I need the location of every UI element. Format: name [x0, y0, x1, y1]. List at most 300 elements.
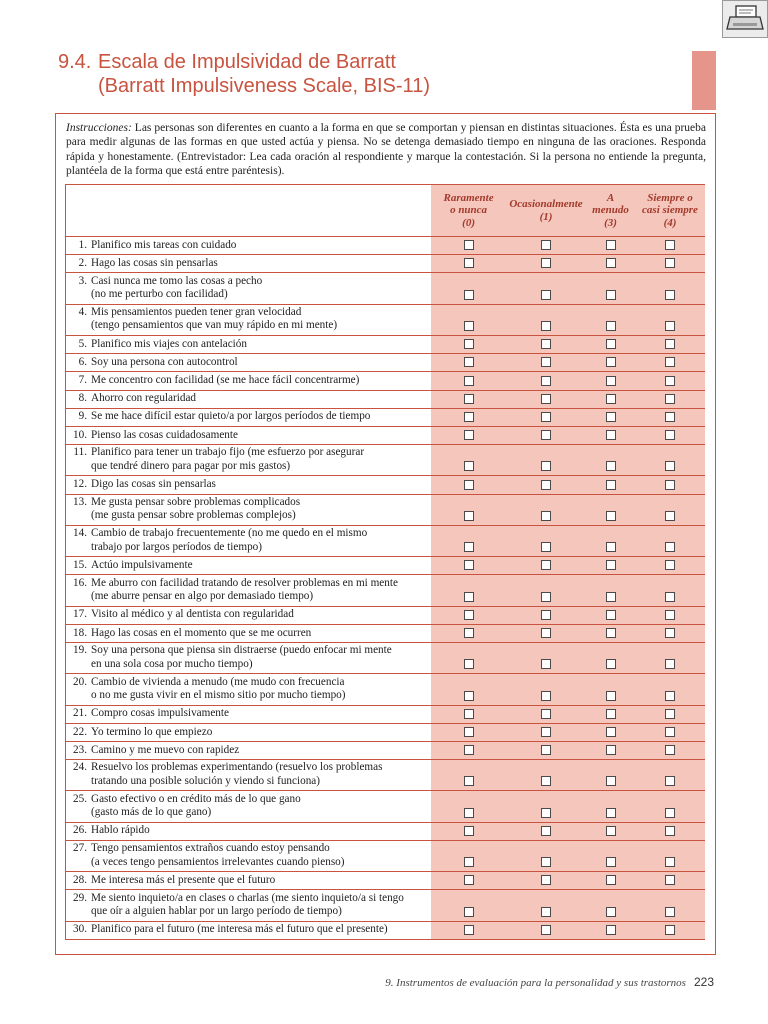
- item-line-2: (me aburre pensar en algo por demasiado tiempo): [91, 590, 314, 603]
- answer-checkbox[interactable]: [541, 857, 551, 867]
- option-cell: [635, 335, 705, 353]
- answer-checkbox[interactable]: [464, 925, 474, 935]
- answer-checkbox[interactable]: [464, 659, 474, 669]
- item-line-1: Gasto efectivo o en crédito más de lo que gano: [91, 792, 301, 805]
- item-text: [66, 643, 432, 674]
- answer-checkbox[interactable]: [541, 511, 551, 521]
- option-cell: [586, 742, 635, 760]
- table-row: [66, 606, 706, 624]
- answer-checkbox[interactable]: [606, 461, 616, 471]
- answer-checkbox[interactable]: [606, 560, 616, 570]
- item-line-1: Planifico para tener un trabajo fijo (me esfuerzo por asegurar: [91, 446, 365, 459]
- answer-checkbox[interactable]: [606, 394, 616, 404]
- answer-checkbox[interactable]: [464, 875, 474, 885]
- option-cell: [635, 426, 705, 444]
- option-cell: [506, 273, 586, 304]
- answer-checkbox[interactable]: [541, 394, 551, 404]
- item-text: [66, 408, 432, 426]
- item-line-1: Resuelvo los problemas experimentando (resuelvo los problemas: [91, 761, 383, 774]
- answer-checkbox[interactable]: [606, 430, 616, 440]
- item-line-2: (a veces tengo pensamientos irrelevantes cuando pienso): [91, 855, 345, 868]
- item-line-1: Hago las cosas sin pensarlas: [91, 256, 218, 269]
- option-cell: [586, 643, 635, 674]
- item-number: 1.: [78, 238, 87, 251]
- item-text: [66, 255, 432, 273]
- answer-checkbox[interactable]: [665, 610, 675, 620]
- item-text: [66, 237, 432, 255]
- answer-checkbox[interactable]: [464, 709, 474, 719]
- answer-checkbox[interactable]: [541, 430, 551, 440]
- item-line-1: Actúo impulsivamente: [91, 558, 193, 571]
- option-cell: [506, 335, 586, 353]
- answer-checkbox[interactable]: [665, 542, 675, 552]
- answer-checkbox[interactable]: [606, 357, 616, 367]
- answer-checkbox[interactable]: [464, 907, 474, 917]
- option-cell: [431, 624, 506, 642]
- scale-panel: [55, 113, 716, 955]
- option-cell: [586, 557, 635, 575]
- answer-checkbox[interactable]: [606, 776, 616, 786]
- page-title: [58, 50, 678, 98]
- item-text: [66, 372, 432, 390]
- answer-checkbox[interactable]: [464, 240, 474, 250]
- option-cell: [431, 872, 506, 890]
- option-cell: [431, 273, 506, 304]
- answer-checkbox[interactable]: [606, 240, 616, 250]
- option-cell: [635, 273, 705, 304]
- print-button[interactable]: [722, 0, 768, 38]
- answer-checkbox[interactable]: [541, 925, 551, 935]
- answer-checkbox[interactable]: [606, 808, 616, 818]
- option-cell: [506, 791, 586, 822]
- column-header: [431, 185, 506, 237]
- answer-checkbox[interactable]: [464, 290, 474, 300]
- option-cell: [635, 705, 705, 723]
- answer-checkbox[interactable]: [541, 628, 551, 638]
- option-cell: [635, 760, 705, 791]
- option-cell: [506, 426, 586, 444]
- answer-checkbox[interactable]: [606, 290, 616, 300]
- option-cell: [431, 723, 506, 741]
- option-cell: [586, 408, 635, 426]
- option-cell: [431, 354, 506, 372]
- section-number: 9.4.: [58, 51, 92, 73]
- item-text: [66, 273, 432, 304]
- answer-checkbox[interactable]: [541, 776, 551, 786]
- answer-checkbox[interactable]: [464, 511, 474, 521]
- option-cell: [635, 872, 705, 890]
- item-line-2: que tendré dinero para pagar por mis gastos): [91, 459, 291, 472]
- answer-checkbox[interactable]: [541, 709, 551, 719]
- answer-checkbox[interactable]: [665, 826, 675, 836]
- option-cell: [506, 742, 586, 760]
- answer-checkbox[interactable]: [606, 826, 616, 836]
- answer-checkbox[interactable]: [606, 376, 616, 386]
- option-cell: [431, 408, 506, 426]
- answer-checkbox[interactable]: [665, 628, 675, 638]
- answer-checkbox[interactable]: [541, 727, 551, 737]
- item-number: 14.: [73, 527, 87, 540]
- option-cell: [506, 255, 586, 273]
- answer-checkbox[interactable]: [606, 610, 616, 620]
- item-number: 29.: [73, 891, 87, 904]
- item-line-1: Tengo pensamientos extraños cuando estoy pensando: [91, 842, 330, 855]
- column-header-line: (4): [663, 216, 677, 229]
- option-cell: [431, 890, 506, 921]
- answer-checkbox[interactable]: [541, 592, 551, 602]
- answer-checkbox[interactable]: [606, 709, 616, 719]
- table-row: [66, 476, 706, 494]
- answer-checkbox[interactable]: [606, 857, 616, 867]
- column-header-line: A: [606, 191, 615, 204]
- answer-checkbox[interactable]: [606, 745, 616, 755]
- table-row: [66, 304, 706, 335]
- option-cell: [586, 255, 635, 273]
- item-number: 6.: [78, 355, 87, 368]
- option-cell: [506, 840, 586, 871]
- item-line-1: Me gusta pensar sobre problemas complicados: [91, 495, 301, 508]
- option-cell: [431, 575, 506, 606]
- option-cell: [506, 557, 586, 575]
- option-cell: [635, 354, 705, 372]
- table-row: [66, 791, 706, 822]
- option-cell: [635, 575, 705, 606]
- answer-checkbox[interactable]: [665, 907, 675, 917]
- option-cell: [635, 494, 705, 525]
- column-header-line: menudo: [592, 204, 629, 217]
- answer-checkbox[interactable]: [606, 907, 616, 917]
- item-number: 20.: [73, 675, 87, 688]
- answer-checkbox[interactable]: [464, 857, 474, 867]
- answer-checkbox[interactable]: [464, 826, 474, 836]
- answer-checkbox[interactable]: [665, 290, 675, 300]
- item-number: 10.: [73, 428, 87, 441]
- item-text: [66, 624, 432, 642]
- answer-checkbox[interactable]: [464, 691, 474, 701]
- item-line-1: Casi nunca me tomo las cosas a pecho: [91, 274, 263, 287]
- answer-checkbox[interactable]: [464, 258, 474, 268]
- title-line-1: Escala de Impulsividad de Barratt: [98, 51, 396, 73]
- item-number: 12.: [73, 478, 87, 491]
- answer-checkbox[interactable]: [464, 480, 474, 490]
- answer-checkbox[interactable]: [665, 592, 675, 602]
- option-cell: [586, 372, 635, 390]
- option-cell: [586, 476, 635, 494]
- option-cell: [431, 557, 506, 575]
- answer-checkbox[interactable]: [464, 560, 474, 570]
- column-header-line: (0): [462, 216, 475, 229]
- answer-checkbox[interactable]: [541, 240, 551, 250]
- answer-checkbox[interactable]: [665, 461, 675, 471]
- option-cell: [431, 476, 506, 494]
- item-line-1: Me siento inquieto/a en clases o charlas (me siento inquieto/a si tengo: [91, 891, 404, 904]
- answer-checkbox[interactable]: [541, 412, 551, 422]
- column-header: [586, 185, 635, 237]
- option-cell: [506, 372, 586, 390]
- answer-checkbox[interactable]: [606, 628, 616, 638]
- answer-checkbox[interactable]: [665, 430, 675, 440]
- answer-checkbox[interactable]: [541, 907, 551, 917]
- page-footer: [300, 975, 714, 989]
- item-text: [66, 445, 432, 476]
- item-number: 7.: [78, 374, 87, 387]
- item-line-2: (no me perturbo con facilidad): [91, 288, 228, 301]
- option-cell: [506, 354, 586, 372]
- item-text: [66, 494, 432, 525]
- answer-checkbox[interactable]: [541, 542, 551, 552]
- instructions-text: Las personas son diferentes en cuanto a la forma en que se comportan y piensan en distintas situaciones. Ésta es una prueba para medir algunas de las formas en que usted actúa y piensa. No se detenga demasiado tiempo en ninguna de las oraciones. Responda rápida y honestamente. (Entrevistador: Lea cada oración al respondiente y marque la contestación. Si la persona no entiende la pregunta, plantéela de la forma que está entre paréntesis).: [66, 122, 706, 177]
- item-number: 2.: [78, 256, 87, 269]
- option-cell: [635, 791, 705, 822]
- option-cell: [506, 390, 586, 408]
- column-header-line: Raramente: [443, 191, 494, 204]
- answer-checkbox[interactable]: [541, 659, 551, 669]
- answer-checkbox[interactable]: [665, 394, 675, 404]
- table-row: [66, 890, 706, 921]
- item-number: 11.: [73, 446, 87, 459]
- option-cell: [635, 476, 705, 494]
- option-cell: [506, 674, 586, 705]
- option-cell: [635, 822, 705, 840]
- answer-checkbox[interactable]: [541, 560, 551, 570]
- option-cell: [431, 494, 506, 525]
- option-cell: [586, 494, 635, 525]
- answer-checkbox[interactable]: [665, 376, 675, 386]
- answer-checkbox[interactable]: [606, 339, 616, 349]
- answer-checkbox[interactable]: [541, 480, 551, 490]
- column-header-line: casi siempre: [642, 204, 698, 217]
- item-number: 17.: [73, 608, 87, 621]
- item-number: 3.: [78, 274, 87, 287]
- answer-checkbox[interactable]: [541, 461, 551, 471]
- answer-checkbox[interactable]: [464, 592, 474, 602]
- table-row: [66, 426, 706, 444]
- answer-checkbox[interactable]: [541, 258, 551, 268]
- option-cell: [586, 822, 635, 840]
- option-cell: [635, 372, 705, 390]
- option-cell: [586, 426, 635, 444]
- answer-checkbox[interactable]: [464, 357, 474, 367]
- answer-checkbox[interactable]: [541, 290, 551, 300]
- answer-checkbox[interactable]: [541, 875, 551, 885]
- answer-checkbox[interactable]: [665, 691, 675, 701]
- table-row: [66, 760, 706, 791]
- option-cell: [586, 921, 635, 939]
- option-cell: [635, 723, 705, 741]
- answer-checkbox[interactable]: [606, 925, 616, 935]
- answer-checkbox[interactable]: [606, 542, 616, 552]
- item-line-1: Pienso las cosas cuidadosamente: [91, 428, 238, 441]
- item-text: [66, 822, 432, 840]
- answer-checkbox[interactable]: [665, 875, 675, 885]
- table-row: [66, 372, 706, 390]
- item-line-1: Cambio de trabajo frecuentemente (no me quedo en el mismo: [91, 527, 368, 540]
- answer-checkbox[interactable]: [665, 339, 675, 349]
- answer-checkbox[interactable]: [665, 745, 675, 755]
- answer-checkbox[interactable]: [665, 321, 675, 331]
- option-cell: [506, 237, 586, 255]
- answer-checkbox[interactable]: [665, 511, 675, 521]
- item-line-2: que oír a alguien hablar por un largo período de tiempo): [91, 905, 342, 918]
- item-text: [66, 791, 432, 822]
- option-cell: [586, 390, 635, 408]
- item-number: 23.: [73, 743, 87, 756]
- option-cell: [506, 624, 586, 642]
- item-number: 25.: [73, 792, 87, 805]
- item-line-1: Soy una persona con autocontrol: [91, 355, 238, 368]
- option-cell: [635, 643, 705, 674]
- table-row: [66, 255, 706, 273]
- option-cell: [506, 760, 586, 791]
- answer-checkbox[interactable]: [665, 808, 675, 818]
- answer-checkbox[interactable]: [606, 511, 616, 521]
- answer-checkbox[interactable]: [464, 542, 474, 552]
- table-row: [66, 445, 706, 476]
- answer-checkbox[interactable]: [606, 659, 616, 669]
- item-number: 9.: [78, 410, 87, 423]
- answer-checkbox[interactable]: [665, 659, 675, 669]
- option-cell: [635, 606, 705, 624]
- printer-icon: [723, 1, 767, 37]
- answer-checkbox[interactable]: [541, 321, 551, 331]
- item-line-1: Mis pensamientos pueden tener gran velocidad: [91, 305, 302, 318]
- option-cell: [635, 390, 705, 408]
- answer-checkbox[interactable]: [464, 745, 474, 755]
- option-cell: [431, 705, 506, 723]
- table-row: [66, 575, 706, 606]
- scale-table: [65, 184, 705, 940]
- item-line-1: Planifico mis viajes con antelación: [91, 337, 247, 350]
- answer-checkbox[interactable]: [606, 875, 616, 885]
- answer-checkbox[interactable]: [464, 727, 474, 737]
- answer-checkbox[interactable]: [464, 808, 474, 818]
- item-number: 26.: [73, 824, 87, 837]
- item-text: [66, 476, 432, 494]
- answer-checkbox[interactable]: [665, 240, 675, 250]
- option-cell: [431, 822, 506, 840]
- answer-checkbox[interactable]: [665, 560, 675, 570]
- option-cell: [586, 335, 635, 353]
- item-line-2: (me gusta pensar sobre problemas complejos): [91, 509, 296, 522]
- item-text: [66, 575, 432, 606]
- answer-checkbox[interactable]: [541, 826, 551, 836]
- item-text: [66, 426, 432, 444]
- item-text: [66, 390, 432, 408]
- answer-checkbox[interactable]: [464, 394, 474, 404]
- answer-checkbox[interactable]: [464, 339, 474, 349]
- option-cell: [506, 606, 586, 624]
- item-text: [66, 304, 432, 335]
- item-line-1: Ahorro con regularidad: [91, 392, 196, 405]
- answer-checkbox[interactable]: [541, 610, 551, 620]
- page-number: 223: [693, 975, 714, 989]
- item-number: 4.: [78, 305, 87, 318]
- option-cell: [586, 705, 635, 723]
- answer-checkbox[interactable]: [606, 480, 616, 490]
- option-cell: [506, 304, 586, 335]
- answer-checkbox[interactable]: [606, 321, 616, 331]
- answer-checkbox[interactable]: [665, 857, 675, 867]
- table-row: [66, 335, 706, 353]
- answer-checkbox[interactable]: [606, 691, 616, 701]
- answer-checkbox[interactable]: [606, 592, 616, 602]
- item-line-2: trabajo por largos períodos de tiempo): [91, 540, 262, 553]
- answer-checkbox[interactable]: [541, 691, 551, 701]
- answer-checkbox[interactable]: [606, 412, 616, 422]
- answer-checkbox[interactable]: [541, 808, 551, 818]
- answer-checkbox[interactable]: [464, 461, 474, 471]
- column-header-line: (3): [604, 216, 617, 229]
- answer-checkbox[interactable]: [606, 258, 616, 268]
- option-cell: [506, 705, 586, 723]
- answer-checkbox[interactable]: [464, 628, 474, 638]
- instructions: [66, 121, 706, 178]
- answer-checkbox[interactable]: [665, 727, 675, 737]
- answer-checkbox[interactable]: [464, 412, 474, 422]
- option-cell: [586, 723, 635, 741]
- answer-checkbox[interactable]: [665, 925, 675, 935]
- option-cell: [431, 372, 506, 390]
- answer-checkbox[interactable]: [665, 412, 675, 422]
- option-cell: [431, 674, 506, 705]
- item-number: 28.: [73, 873, 87, 886]
- answer-checkbox[interactable]: [665, 258, 675, 268]
- column-header-line: (1): [539, 210, 553, 223]
- item-number: 8.: [78, 392, 87, 405]
- answer-checkbox[interactable]: [464, 776, 474, 786]
- table-row: [66, 624, 706, 642]
- option-cell: [586, 273, 635, 304]
- option-cell: [635, 921, 705, 939]
- item-number: 16.: [73, 576, 87, 589]
- option-cell: [586, 760, 635, 791]
- option-cell: [431, 335, 506, 353]
- answer-checkbox[interactable]: [541, 376, 551, 386]
- answer-checkbox[interactable]: [665, 709, 675, 719]
- option-cell: [506, 723, 586, 741]
- option-cell: [431, 791, 506, 822]
- answer-checkbox[interactable]: [464, 430, 474, 440]
- item-text: [66, 723, 432, 741]
- chapter-tab: [692, 51, 716, 110]
- column-header-line: o nunca: [450, 204, 488, 217]
- answer-checkbox[interactable]: [665, 776, 675, 786]
- item-line-1: Camino y me muevo con rapidez: [91, 743, 240, 756]
- item-line-1: Me concentro con facilidad (se me hace fácil concentrarme): [91, 374, 360, 387]
- option-cell: [635, 408, 705, 426]
- answer-checkbox[interactable]: [464, 321, 474, 331]
- answer-checkbox[interactable]: [606, 727, 616, 737]
- option-cell: [506, 525, 586, 556]
- item-line-1: Digo las cosas sin pensarlas: [91, 478, 216, 491]
- answer-checkbox[interactable]: [541, 357, 551, 367]
- answer-checkbox[interactable]: [665, 357, 675, 367]
- option-cell: [586, 840, 635, 871]
- answer-checkbox[interactable]: [665, 480, 675, 490]
- item-line-2: (tengo pensamientos que van muy rápido en mi mente): [91, 319, 338, 332]
- answer-checkbox[interactable]: [464, 376, 474, 386]
- answer-checkbox[interactable]: [464, 610, 474, 620]
- item-text: [66, 606, 432, 624]
- answer-checkbox[interactable]: [541, 339, 551, 349]
- item-line-1: Hablo rápido: [91, 824, 150, 837]
- item-text: [66, 921, 432, 939]
- option-cell: [506, 445, 586, 476]
- option-cell: [635, 445, 705, 476]
- answer-checkbox[interactable]: [541, 745, 551, 755]
- item-line-2: tratando una posible solución y viendo si funciona): [91, 774, 320, 787]
- item-number: 18.: [73, 626, 87, 639]
